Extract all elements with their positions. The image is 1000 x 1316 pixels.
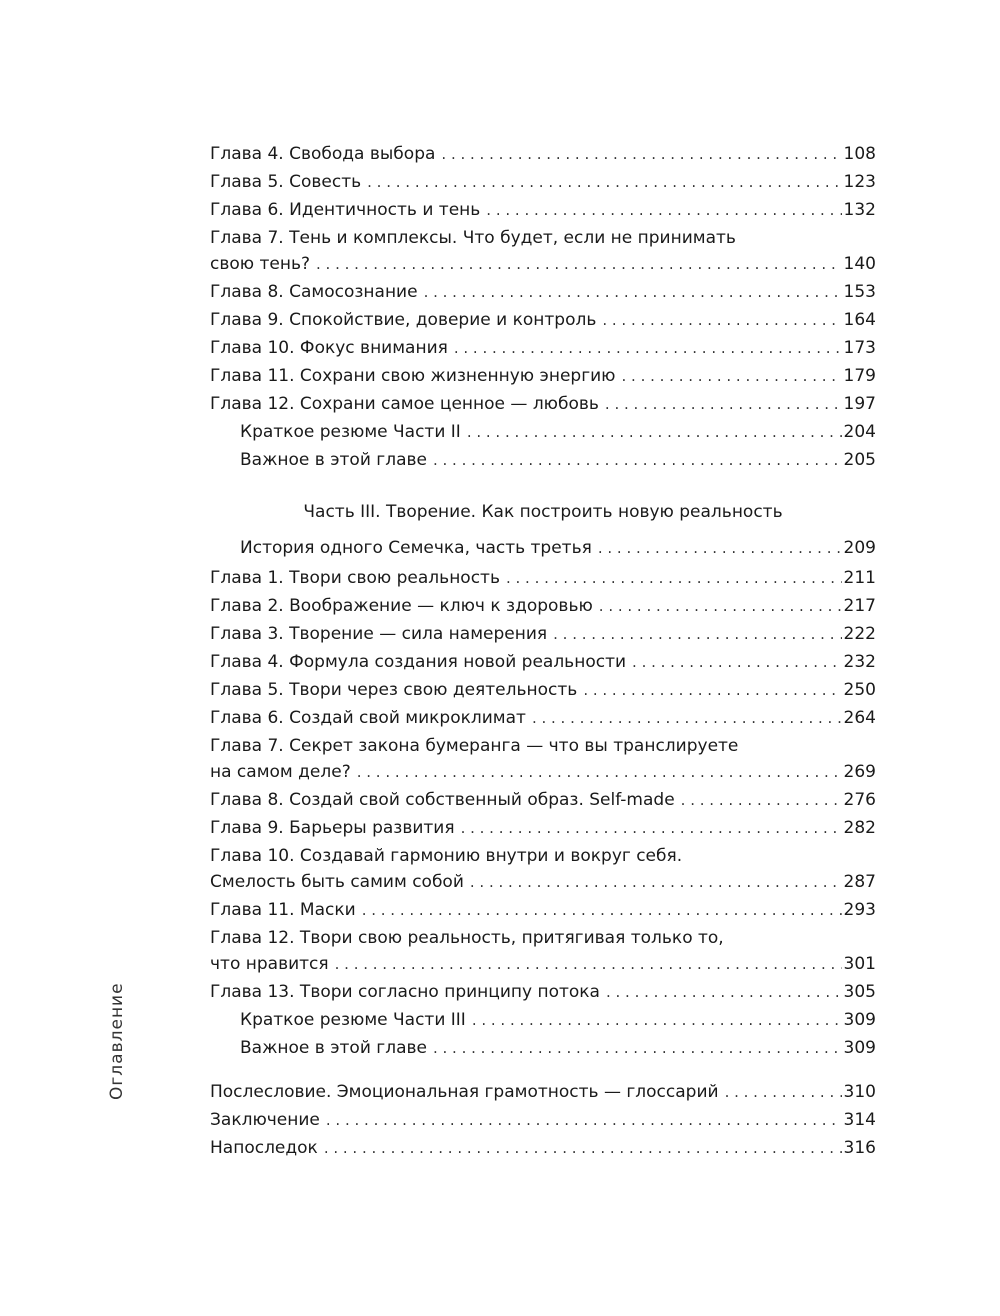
toc-entry-page: 276 — [843, 790, 876, 810]
toc-entry-page: 310 — [843, 1082, 876, 1102]
toc-entry — [210, 898, 876, 922]
dot-leader — [681, 788, 842, 812]
toc-entry-page: 140 — [843, 254, 876, 274]
toc-entry-page: 123 — [843, 172, 876, 192]
toc-entry — [210, 980, 876, 1004]
toc-entry-page: 309 — [843, 1038, 876, 1058]
toc-entry-title: Глава 1. Твори свою реальность — [210, 568, 500, 588]
dot-leader — [316, 252, 842, 276]
toc-entry-title: на самом деле? — [210, 762, 351, 782]
toc-entry-title: История одного Семечка, часть третья — [240, 538, 592, 558]
toc-entry-title: Послесловие. Эмоциональная грамотность — глоссарий — [210, 1082, 719, 1102]
toc-entry-title: Глава 9. Спокойствие, доверие и контроль — [210, 310, 597, 330]
toc-entry-title: Смелость быть самим собой — [210, 872, 464, 892]
toc-entry-title: Глава 3. Творение — сила намерения — [210, 624, 548, 644]
dot-leader — [725, 1080, 842, 1104]
toc-entry-title: Глава 7. Секрет закона бумеранга — что вы транслируете — [210, 736, 739, 756]
dot-leader — [357, 760, 842, 784]
dot-leader — [324, 1136, 842, 1160]
toc-entry-title: Глава 8. Создай свой собственный образ. Self-made — [210, 790, 675, 810]
toc-entry-page: 293 — [843, 900, 876, 920]
dot-leader — [454, 336, 842, 360]
toc-entry-title: Краткое резюме Части II — [240, 422, 461, 442]
toc-entry — [210, 1108, 876, 1132]
toc-entry — [210, 870, 876, 894]
toc-entry-title: Напоследок — [210, 1138, 318, 1158]
toc-entry-title: Глава 2. Воображение — ключ к здоровью — [210, 596, 593, 616]
toc-entry — [210, 734, 850, 758]
toc-entry-page: 314 — [843, 1110, 876, 1130]
dot-leader — [606, 980, 842, 1004]
dot-leader — [326, 1108, 842, 1132]
toc-entry — [240, 1008, 876, 1032]
toc-entry-page: 179 — [843, 366, 876, 386]
dot-leader — [367, 170, 841, 194]
dot-leader — [553, 622, 841, 646]
toc-entry — [240, 1036, 876, 1060]
toc-entry — [240, 536, 876, 560]
toc-entry — [210, 816, 876, 840]
toc-entry-title: Глава 4. Свобода выбора — [210, 144, 436, 164]
dot-leader — [424, 280, 842, 304]
toc-entry — [210, 566, 876, 590]
dot-leader — [486, 198, 841, 222]
toc-entry-page: 197 — [843, 394, 876, 414]
toc-entry-title: Глава 13. Твори согласно принципу потока — [210, 982, 600, 1002]
toc-entry-page: 287 — [843, 872, 876, 892]
toc-entry — [210, 142, 876, 166]
dot-leader — [433, 448, 842, 472]
dot-leader — [622, 364, 842, 388]
toc-entry-page: 153 — [843, 282, 876, 302]
toc-entry — [210, 650, 876, 674]
side-running-title: Оглавление — [107, 982, 127, 1100]
toc-entry — [210, 788, 876, 812]
toc-entry-page: 204 — [843, 422, 876, 442]
dot-leader — [599, 594, 842, 618]
toc-entry-page: 305 — [843, 982, 876, 1002]
toc-entry-title: Глава 6. Идентичность и тень — [210, 200, 481, 220]
dot-leader — [632, 650, 842, 674]
toc-entry — [240, 420, 876, 444]
toc-entry-title: Глава 11. Сохрани свою жизненную энергию — [210, 366, 616, 386]
toc-entry — [210, 706, 876, 730]
dot-leader — [441, 142, 841, 166]
toc-entry — [210, 280, 876, 304]
toc-entry-title: Глава 8. Самосознание — [210, 282, 418, 302]
toc-entry-title: Глава 12. Твори свою реальность, притягивая только то, — [210, 928, 724, 948]
toc-entry-title: Глава 10. Фокус внимания — [210, 338, 448, 358]
toc-entry-page: 211 — [843, 568, 876, 588]
dot-leader — [433, 1036, 842, 1060]
toc-entry — [210, 308, 876, 332]
toc-entry-title: Краткое резюме Части III — [240, 1010, 466, 1030]
toc-entry — [210, 198, 876, 222]
toc-entry-page: 232 — [843, 652, 876, 672]
toc-entry — [210, 622, 876, 646]
toc-entry-title: свою тень? — [210, 254, 310, 274]
toc-entry — [210, 678, 876, 702]
toc-entry-page: 316 — [843, 1138, 876, 1158]
toc-entry-page: 250 — [843, 680, 876, 700]
toc-entry-title: Важное в этой главе — [240, 1038, 427, 1058]
dot-leader — [598, 536, 842, 560]
part3-heading: Часть III. Творение. Как построить новую реальность — [303, 502, 783, 522]
toc-entry — [240, 448, 876, 472]
dot-leader — [472, 1008, 842, 1032]
toc-entry-title: Глава 12. Сохрани самое ценное — любовь — [210, 394, 599, 414]
toc-entry — [210, 1136, 876, 1160]
dot-leader — [532, 706, 842, 730]
dot-leader — [583, 678, 841, 702]
toc-entry-page: 309 — [843, 1010, 876, 1030]
dot-leader — [335, 952, 842, 976]
dot-leader — [461, 816, 842, 840]
toc-entry — [210, 760, 876, 784]
dot-leader — [602, 308, 841, 332]
toc-entry-page: 282 — [843, 818, 876, 838]
toc-entry — [210, 170, 876, 194]
toc-entry-title: Глава 10. Создавай гармонию внутри и вокруг себя. — [210, 846, 683, 866]
toc-entry-page: 264 — [843, 708, 876, 728]
toc-entry-title: Заключение — [210, 1110, 320, 1130]
toc-entry-title: Важное в этой главе — [240, 450, 427, 470]
dot-leader — [605, 392, 842, 416]
toc-entry — [210, 226, 850, 250]
toc-entry-page: 132 — [843, 200, 876, 220]
toc-entry — [210, 594, 876, 618]
toc-entry-page: 164 — [843, 310, 876, 330]
toc-entry — [210, 336, 876, 360]
toc-entry-title: Глава 9. Барьеры развития — [210, 818, 455, 838]
toc-entry-page: 205 — [843, 450, 876, 470]
toc-entry-title: Глава 11. Маски — [210, 900, 356, 920]
toc-entry-title: Глава 4. Формула создания новой реальности — [210, 652, 627, 672]
toc-entry-page: 217 — [843, 596, 876, 616]
toc-entry-page: 301 — [843, 954, 876, 974]
toc-entry — [210, 364, 876, 388]
dot-leader — [467, 420, 842, 444]
toc-entry — [210, 926, 850, 950]
toc-entry-page: 108 — [843, 144, 876, 164]
toc-entry — [210, 844, 850, 868]
dot-leader — [506, 566, 842, 590]
toc-entry-page: 209 — [843, 538, 876, 558]
toc-entry — [210, 252, 876, 276]
toc-entry — [210, 392, 876, 416]
toc-entry-title: Глава 5. Совесть — [210, 172, 362, 192]
toc-entry-page: 173 — [843, 338, 876, 358]
toc-entry-title: Глава 5. Твори через свою деятельность — [210, 680, 578, 700]
toc-entry-title: что нравится — [210, 954, 329, 974]
toc-entry-page: 222 — [843, 624, 876, 644]
dot-leader — [470, 870, 842, 894]
dot-leader — [362, 898, 842, 922]
toc-entry — [210, 1080, 876, 1104]
toc-entry-title: Глава 7. Тень и комплексы. Что будет, если не принимать — [210, 228, 736, 248]
toc-entry — [210, 952, 876, 976]
toc-entry-title: Глава 6. Создай свой микроклимат — [210, 708, 526, 728]
toc-entry-page: 269 — [843, 762, 876, 782]
